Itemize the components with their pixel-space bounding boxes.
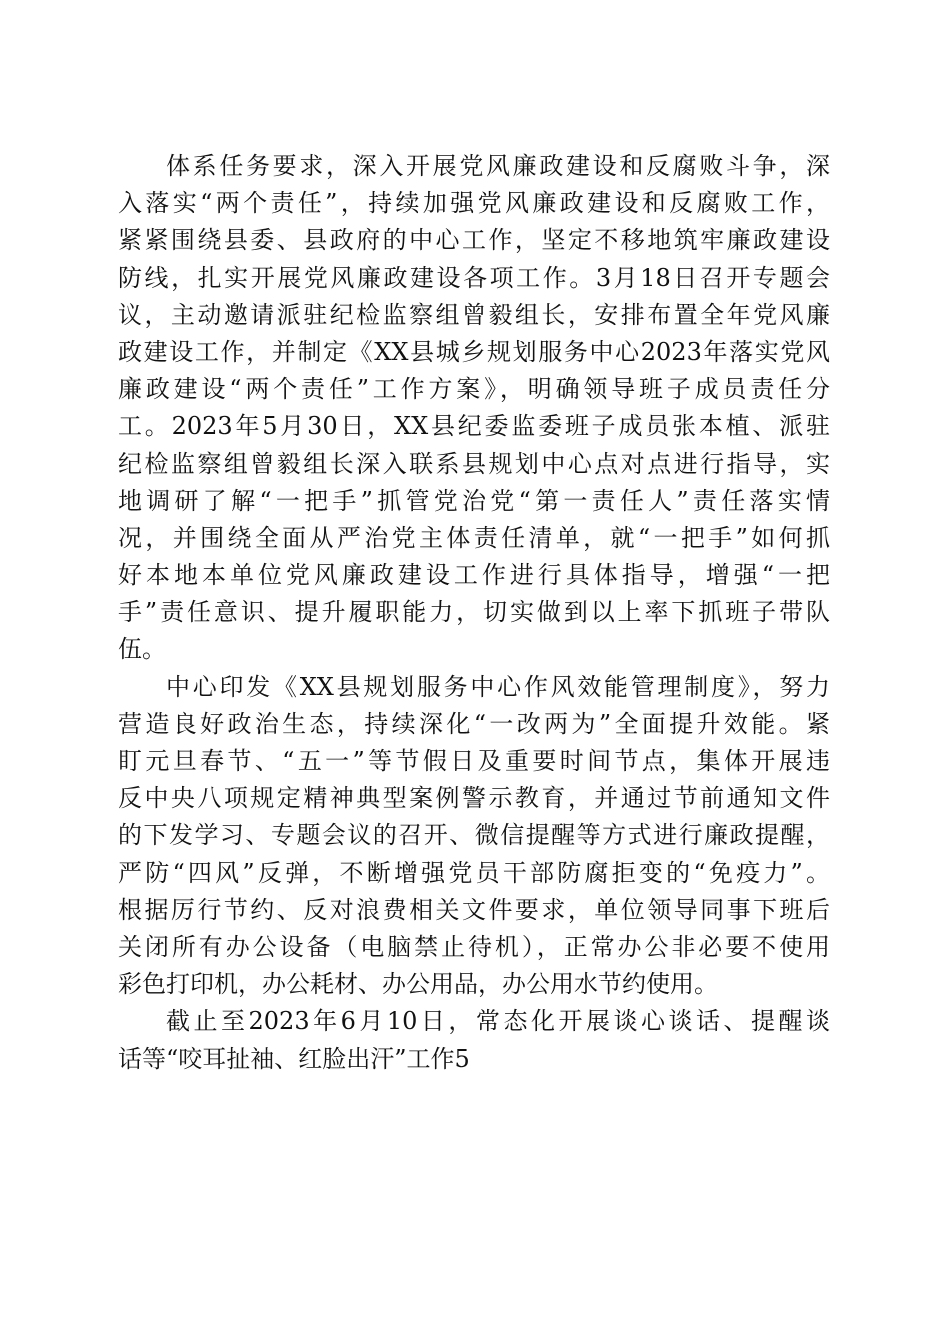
text-line: 政建设工作，并制定《XX县城乡规划服务中心2023年落实党风	[118, 337, 830, 366]
text-line: 营造良好政治生态，持续深化“一改两为”全面提升效能。紧	[118, 709, 830, 738]
text-line: 话等“咬耳扯袖、红脸出汗”工作5	[118, 1044, 470, 1073]
text-line: 廉政建设“两个责任”工作方案》，明确领导班子成员责任分	[118, 375, 830, 404]
paragraph-1	[118, 148, 830, 669]
text-line: 的下发学习、专题会议的召开、微信提醒等方式进行廉政提醒，	[118, 821, 830, 850]
text-line: 截止至2023年6月10日，常态化开展谈心谈话、提醒谈	[166, 1007, 830, 1036]
document-body	[118, 148, 830, 1078]
paragraph-2	[118, 669, 830, 1004]
text-line: 反中央八项规定精神典型案例警示教育，并通过节前通知文件	[118, 784, 830, 813]
text-line: 入落实“两个责任”，持续加强党风廉政建设和反腐败工作，	[118, 189, 830, 218]
text-line: 彩色打印机，办公耗材、办公用品，办公用水节约使用。	[118, 970, 718, 999]
text-line: 地调研了解“一把手”抓管党治党“第一责任人”责任落实情	[118, 486, 830, 515]
text-line: 工。2023年5月30日，XX县纪委监委班子成员张本植、派驻	[118, 412, 830, 441]
text-line: 关闭所有办公设备（电脑禁止待机），正常办公非必要不使用	[118, 932, 830, 961]
text-line: 纪检监察组曾毅组长深入联系县规划中心点对点进行指导，实	[118, 449, 830, 478]
text-line: 根据厉行节约、反对浪费相关文件要求，单位领导同事下班后	[118, 895, 830, 924]
text-line: 紧紧围绕县委、县政府的中心工作，坚定不移地筑牢廉政建设	[118, 226, 830, 255]
text-line: 体系任务要求，深入开展党风廉政建设和反腐败斗争，深	[166, 152, 830, 180]
paragraph-3	[118, 1003, 830, 1077]
text-line: 好本地本单位党风廉政建设工作进行具体指导，增强“一把	[118, 561, 830, 590]
text-line: 严防“四风”反弹，不断增强党员干部防腐拒变的“免疫力”。	[118, 858, 830, 887]
text-line: 防线，扎实开展党风廉政建设各项工作。3月18日召开专题会	[118, 263, 830, 292]
text-line: 中心印发《XX县规划服务中心作风效能管理制度》，努力	[166, 672, 830, 701]
text-line: 手”责任意识、提升履职能力，切实做到以上率下抓班子带队	[118, 598, 830, 627]
text-line: 伍。	[118, 635, 166, 664]
text-line: 盯元旦春节、“五一”等节假日及重要时间节点，集体开展违	[118, 747, 830, 775]
text-line: 况，并围绕全面从严治党主体责任清单，就“一把手”如何抓	[118, 523, 830, 552]
text-line: 议，主动邀请派驻纪检监察组曾毅组长，安排布置全年党风廉	[118, 300, 830, 329]
